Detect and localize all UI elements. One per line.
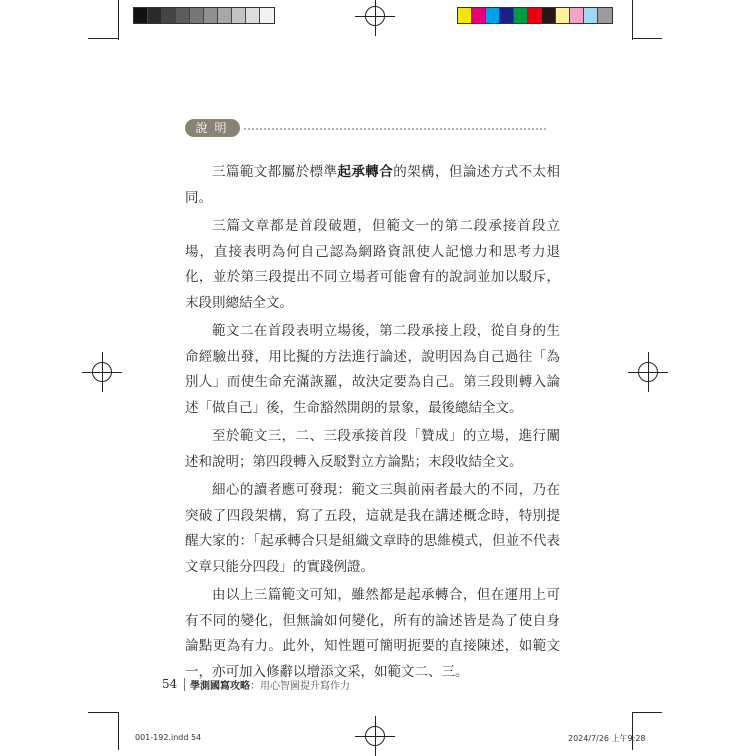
footer-divider <box>184 678 185 691</box>
crop-mark <box>632 38 662 39</box>
color-swatch <box>556 8 570 23</box>
highlighted-term: 起承轉合 <box>337 164 394 180</box>
crop-mark <box>118 0 119 40</box>
color-swatch <box>570 8 584 23</box>
running-footer: 學測國寫攻略：用心智圖提升寫作力 <box>190 681 350 692</box>
crop-mark <box>632 712 662 713</box>
heading-dotted-rule <box>244 128 546 130</box>
grayscale-color-bar <box>133 7 275 24</box>
slug-datetime: 2024/7/26 上午9:28 <box>568 734 646 743</box>
color-swatch <box>176 8 190 23</box>
color-swatch <box>542 8 556 23</box>
paragraph: 範文二在首段表明立場後，第二段承接上段，從自身的生命經驗出發，用比擬的方法進行論述，說明因為自己過往「為別人」而使生命充滿詼羅，故決定要為自己。第三段則轉入論述「做自己」後，生命豁然開朗的景象，最後總結全文。 <box>185 323 560 416</box>
color-swatch <box>162 8 176 23</box>
crop-mark <box>632 0 633 40</box>
color-swatch <box>190 8 204 23</box>
body-text <box>185 160 560 688</box>
slug-filename: 001-192.indd 54 <box>135 733 202 742</box>
color-swatch <box>486 8 500 23</box>
color-swatch <box>528 8 542 23</box>
color-swatch <box>584 8 598 23</box>
process-color-bar <box>457 7 613 24</box>
crop-mark <box>632 712 633 750</box>
color-swatch <box>458 8 472 23</box>
crop-mark <box>118 712 119 750</box>
color-swatch <box>232 8 246 23</box>
paragraph: 由以上三篇範文可知，雖然都是起承轉合，但在運用上可有不同的變化，但無論如何變化，所有的論述皆是為了使自身論點更為有力。此外，知性題可簡明扼要的直接陳述，如範文一，亦可加入修辭以增添文采，如範文二、三。 <box>185 587 560 680</box>
book-subtitle: 用心智圖提升寫作力 <box>260 681 350 692</box>
color-swatch <box>246 8 260 23</box>
color-swatch <box>218 8 232 23</box>
registration-mark-right <box>634 358 662 386</box>
color-swatch <box>598 8 612 23</box>
page-number: 54 <box>162 677 178 691</box>
crop-mark <box>88 712 118 713</box>
color-swatch <box>134 8 148 23</box>
color-swatch <box>514 8 528 23</box>
section-heading: 說明 <box>185 119 240 137</box>
color-swatch <box>204 8 218 23</box>
registration-mark-bottom <box>361 722 389 750</box>
color-swatch <box>260 8 274 23</box>
color-swatch <box>148 8 162 23</box>
color-swatch <box>472 8 486 23</box>
registration-mark-left <box>88 358 116 386</box>
paragraph: 細心的讀者應可發現：範文三與前兩者最大的不同，乃在突破了四段架構，寫了五段，這就是我在講述概念時，特別提醒大家的：「起承轉合只是組織文章時的思維模式，但並不代表文章只能分四段」的實踐例證。 <box>185 482 560 575</box>
crop-mark <box>88 38 118 39</box>
paragraph: 三篇範文都屬於標準起承轉合的架構，但論述方式不太相同。 <box>185 164 560 206</box>
registration-mark-top <box>361 2 389 30</box>
paragraph: 三篇文章都是首段破題，但範文一的第二段承接首段立場，直接表明為何自己認為網路資訊使人記憶力和思考力退化，並於第三段提出不同立場者可能會有的說詞並加以駁斥，末段則總結全文。 <box>185 218 560 311</box>
paragraph: 至於範文三，二、三段承接首段「贊成」的立場，進行闡述和說明；第四段轉入反駁對立方論點；末段收結全文。 <box>185 428 560 470</box>
book-title: 學測國寫攻略 <box>190 681 250 692</box>
color-swatch <box>500 8 514 23</box>
